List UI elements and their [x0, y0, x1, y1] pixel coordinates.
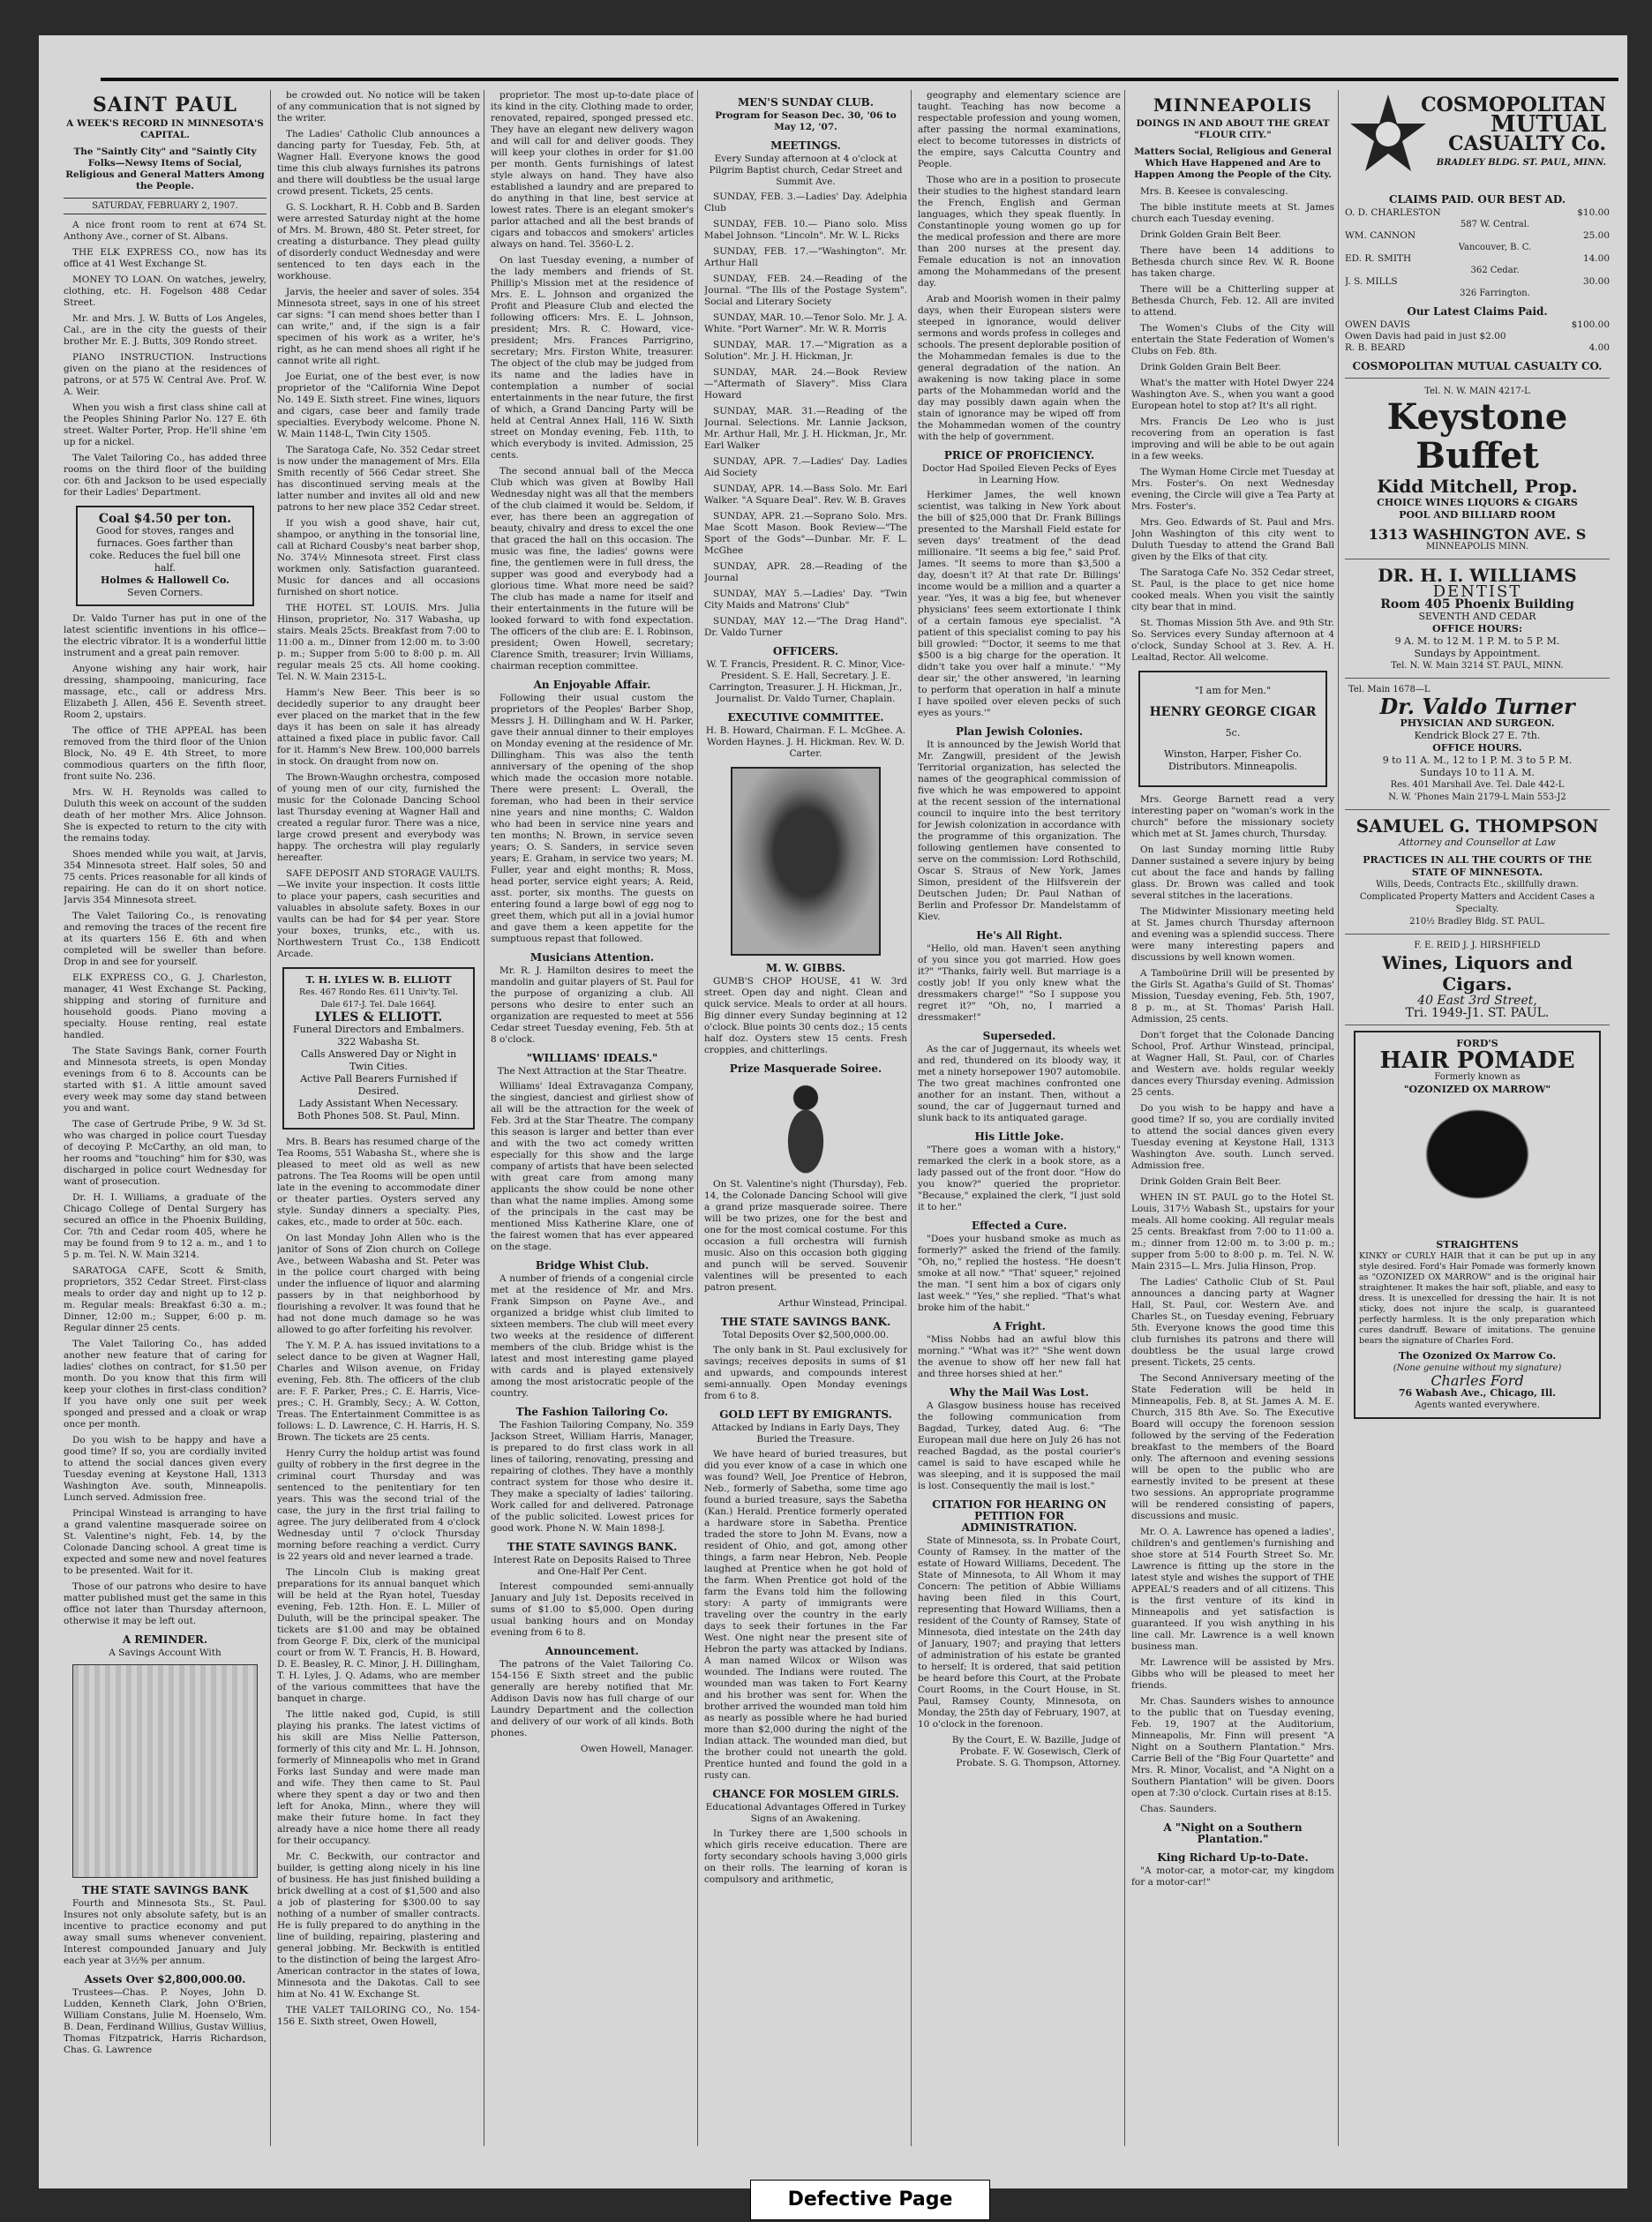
column-divider: [1124, 90, 1125, 2146]
portrait-caption: M. W. GIBBS.: [765, 962, 846, 974]
article-paragraph: Those who are in a position to prosecute their studies to the highest standard learn the French, English and German languages, which they speak fluently. In Constantinople young women go up for the medical profession and there are more than 200 nurses at the present day. Female education is not an innovation among the Mohammedans of the present day.: [918, 175, 1121, 289]
signature: By the Court, E. W. Bazille, Judge of Probate. F. W. Gosewisch, Clerk of Probate. S. G. Thompson, Attorney.: [951, 1735, 1121, 1768]
heading-announcement: Announcement.: [545, 1645, 639, 1657]
claim-name: Owen Davis had paid in just $2.00: [1345, 331, 1506, 342]
heading-officers: OFFICERS.: [772, 645, 839, 657]
claims-title: CLAIMS PAID. OUR BEST AD.: [1388, 193, 1566, 206]
claim-amount: 30.00: [1582, 276, 1610, 287]
article-paragraph: The Brown-Waughn orchestra, composed of young men of our city, furnished the music for the Colonade Dancing School last Thursday evening at Wagner Hall and created a regular furor. There was a nice, large crowd present and everybody was happy. The orchestra will play regularly hereafter.: [277, 772, 480, 863]
claim-name: ED. R. SMITH: [1345, 253, 1412, 264]
heading-little-joke: His Little Joke.: [974, 1130, 1064, 1143]
claim-address: 587 W. Central.: [1460, 220, 1530, 229]
defective-page-label: Defective Page: [750, 2180, 990, 2220]
heading-gold-emigrants: GOLD LEFT BY EMIGRANTS.: [719, 1408, 892, 1421]
article-text: Interest compounded semi-annually January and July 1st. Deposits received in sums of $1.00 to $5,000. Open during usual banking hours and on Monday evening from 6 to 8.: [491, 1581, 694, 1638]
bank-name: THE STATE SAVINGS BANK: [81, 1884, 249, 1896]
heading-fright: A Fright.: [993, 1320, 1046, 1332]
hair-illustration: [1385, 1101, 1569, 1234]
article-paragraph: The Second Anniversary meeting of the State Federation will be held in Minneapolis, Feb. 8, at St. James A. M. E. Church, 315 8th Ave. So. The Executive Board will occupy the forenoon session followed by the serving of the Federation breakfast to the members of the Board only. The afternoon and evening sessions will be open to the public who are earnestly invited to be present at these two sessions. An appropriate programme will be rendered consisting of papers, discussions and music.: [1131, 1373, 1334, 1521]
heading-superseded: Superseded.: [982, 1030, 1056, 1042]
article-paragraph: G. S. Lockhart, R. H. Cobb and B. Sarden were arrested Saturday night at the home of Mrs. M. Brown, 480 St. Peter street, for creating a disturbance. They plead guilty of disorderly conduct Wednesday and were sentenced to ten days each in the workhouse.: [277, 202, 480, 282]
article-paragraph: SUNDAY, FEB. 10.— Piano solo. Miss Mabel Johnson. "Lincoln". Mr. W. L. Ricks: [704, 219, 907, 241]
article-paragraph: ELK EXPRESS CO., G. J. Charleston, manager, 41 West Exchange St. Packing, shipping and storing of furniture and household goods. Piano moving a specialty. House renting, real estate handled.: [64, 972, 267, 1040]
wines-ad: F. E. REID J. J. HIRSHFIELD Wines, Liquors and Cigars. 40 East 3rd Street, Tri. 1949-J1. ST. PAUL.: [1345, 935, 1610, 1025]
article-paragraph: Dr. Valdo Turner has put in one of the latest scientific inventions in his office—the electric vibrator. It is a wonderful little instrument and a great pain remover.: [64, 613, 267, 658]
article-text: The only bank in St. Paul exclusively for savings; receives deposits in sums of $1 and upwards, and compounds interest semi-annually. Open Monday evenings from 6 to 8.: [704, 1345, 907, 1401]
heading-all-right: He's All Right.: [976, 929, 1063, 942]
article-text: State of Minnesota, ss. In Probate Court, County of Ramsey. In the matter of the estate of Howard Williams, Decedent. The State of Minnesota, to All Whom it may Concern: The petition of Abbie Williams having been filed in this Court, representing that Howard Williams, then a resident of the County of Ramsey, State of Minnesota, died intestate on the 24th day of January, 1907; and praying that letters of administration of his estate be granted to herself; It is ordered, that said petition be heard before this Court, at the Probate Court Rooms, in the Court House, in St. Paul, Ramsey County, Minnesota, on Monday, the 25th day of February, 1907, at 10 o'clock in the forenoon.: [918, 1535, 1121, 1730]
signature: Arthur Winstead, Principal.: [777, 1298, 907, 1309]
article-text: A number of friends of a congenial circle met at the residence of Mr. and Mrs. Frank Simpson on Payne Ave., and organized a bridge whist club limited to sixteen members. The club will meet every two weeks at the residence of different members of the club. Bridge whist is the latest and most interesting game played with cards and is played extensively among the most aristocratic people of the country.: [491, 1273, 694, 1399]
heading-proficiency: PRICE OF PROFICIENCY.: [943, 449, 1095, 462]
signature: Owen Howell, Manager.: [580, 1744, 694, 1754]
article-paragraph: Henry Curry the holdup artist was found guilty of robbery in the first degree in the criminal court Thursday and was sentenced to the penitentiary for ten years. This was the second trial of the case, the jury in the first trial failing to agree. The jury deliberated from 4 o'clock Wednesday until 7 o'clock Thursday morning before reaching a verdict. Curry is 22 years old and never learned a trade.: [277, 1448, 480, 1562]
article-text: "Hello, old man. Haven't seen anything of you since you got married. How goes it?" "Thanks, fairly well. But marriage is a costly job! If you only knew what the dressmakers charge!" "So I suppose you regret it?" "Oh, no, I married a dressmaker!": [918, 943, 1121, 1023]
article-paragraph: geography and elementary science are taught. Teaching has now become a respectable profession and young women, after passing the normal examinations, elect to become tutoresses in districts of the empire, says Calcutta Country and People.: [918, 90, 1121, 169]
column-divider: [911, 90, 912, 2146]
claim-name: J. S. MILLS: [1345, 276, 1398, 287]
committee-list: H. B. Howard, Chairman. F. L. McGhee. A. Worden Haynes. J. H. Hickman. Rev. W. D. Carter.: [705, 725, 906, 759]
section-tagline: The "Saintly City" and "Saintly City Folks—Newsy Items of Social, Religious and General Matters Among the People.: [65, 146, 265, 191]
article-paragraph: The Saratoga Cafe No. 352 Cedar street, St. Paul, is the place to get nice home cooked meals. When you visit the saintly city bear that in mind.: [1131, 567, 1334, 612]
article-paragraph: Chas. Saunders.: [1140, 1804, 1217, 1814]
article-text: As the car of Juggernaut, its wheels wet and red, thundered on its bloody way, it met a ninety horsepower 1907 automobile. The two great machines confronted one another for an instant. Then, without a sound, the car of Juggernaut turned and slunk back to its antiquated garage.: [918, 1044, 1121, 1123]
article-paragraph: Mrs. Francis De Leo who is just recovering from an operation is fast improving and will be able to be out again in a few weeks.: [1131, 417, 1334, 462]
article-paragraph: The Lincoln Club is making great preparations for its annual banquet which will be held at the Ryan hotel, Tuesday evening, Feb. 12th. Hon. E. L. Miller of Duluth, will be the principal speaker. The tickets are $1.00 and may be obtained from George F. Dix, clerk of the municipal court or from W. T. Francis, H. B. Howard, D. E. Beasley, R. C. Minor, J. H. Dillingham, T. H. Lyles, J. Q. Adams, who are member of the various committees that have the banquet in charge.: [277, 1567, 480, 1704]
article-text: Herkimer James, the well known scientist, was talking in New York about the bill of $25,000 that Dr. Frank Billings presented to the Marshall Field estate for seven days' treatment of the dead millionaire. "It seems a big fee," said Prof. James. "It seems to more than $3,500 a day, doesn't it? At that rate Dr. Billings' income would be a million and a quarter a year. "Yes, it was a big fee, but whenever physicians' fees seem extortionate I think of a certain famous eye specialist. "A patient of this specialist coming to pay his bill growled: "'Doctor, it seems to me that $500 is a big charge for the operation. It didn't take you over half a minute.' "'My dear sir,' the other answered, 'in learning to perform that operation in half a minute I have spoiled over eleven pecks of such eyes as yours.'": [918, 490, 1121, 718]
hair-pomade-ad: FORD'S HAIR POMADE Formerly known as "OZONIZED OX MARROW" STRAIGHTENS KINKY or CURLY HAIR that it can be put up in any style desired. Ford's Hair Pomade was formerly known as "OZONIZED OX MARROW" and is the original hair straightener. It makes the hair soft, pliable, and easy to dress. It is unexcelled for dressing the hair. It is not sticky, does not injure the scalp, is guaranteed perfectly harmless. It is the only preparation which cures dandruff. Beware of imitations. The genuine bears the signature of Charles Ford. The Ozonized Ox Marrow Co. (None genuine without my signature) Charles Ford 76 Wabash Ave., Chicago, Ill. Agents wanted everywhere.: [1354, 1031, 1601, 1419]
article-paragraph: The case of Gertrude Pribe, 9 W. 3d St. who was charged in police court Tuesday of decoying P. McCarthy, an old man, to her rooms and "touching" him for $30, was discharged in police court Wednesday for want of prosecution.: [64, 1119, 267, 1187]
claim-row: [1345, 342, 1610, 354]
article-text: Following their usual custom the proprietors of the Peoples' Barber Shop, Messrs J. H. Dillingham and W. H. Parker, gave their annual dinner to their employes on Monday evening at the residence of Mr. Dillingham. This was also the tenth anniversary of the opening of the shop which made the occasion more notable. There were present: L. Overall, the foreman, who had been in their service nine years and nine months; C. Waldon who had been in service nine years and ten months; N. Brown, in service seven years; O. S. Sanders, in service seven years; E. Graham, in service two years; M. Fuller, year and eight months; R. Moss, head porter, service eight years; A. Reid, asst. porter, six months. The guests on entering found a large bowl of egg nog to greet them, which put all in a jovial humor and gave them a keen appetite for the sumptuous repast that followed.: [491, 693, 694, 944]
article-text: "Miss Nobbs had an awful blow this morning." "What was it?" "She went down the avenue to show off her new fall hat and three horses shied at her.": [918, 1334, 1121, 1379]
column-advertisements: [1345, 90, 1610, 2155]
claim-address: 326 Farrington.: [1460, 289, 1530, 298]
article-paragraph: The little naked god, Cupid, is still playing his pranks. The latest victims of his skill are Miss Nellie Patterson, formerly of this city and Mr. L. H. Johnson, formerly of Minneapolis who met in Grand Forks last Sunday and were made man and wife. They then came to St. Paul where they spent a day or two and then left for Anoka, Minn., where they will make their future home. In fact they already have a nice home there all ready for their occupancy.: [277, 1709, 480, 1846]
claim-row: [1345, 207, 1610, 219]
heading-moslem-girls: CHANCE FOR MOSLEM GIRLS.: [712, 1788, 899, 1800]
claim-amount: $100.00: [1571, 319, 1610, 330]
section-title-saint-paul: SAINT PAUL: [92, 94, 238, 116]
article-paragraph: Jarvis, the heeler and saver of soles. 354 Minnesota street, says in one of his street car signs: "I can mend shoes better than I can write," and, if the sign is a fair specimen of his work as a writer, he's right, as he can mend shoes all right if he cannot write all right.: [277, 287, 480, 366]
heading-king-richard: King Richard Up-to-Date.: [1157, 1851, 1309, 1864]
article-paragraph: Drink Golden Grain Belt Beer.: [1140, 1176, 1281, 1187]
subheading: Interest Rate on Deposits Raised to Three and One-Half Per Cent.: [492, 1555, 691, 1577]
column-saint-paul: [64, 90, 267, 2155]
heading-musicians: Musicians Attention.: [529, 951, 655, 964]
article-paragraph: Mrs. Geo. Edwards of St. Paul and Mrs. John Washington of this city went to Duluth Tuesday to attend the Grand Ball given by the Elks of that city.: [1131, 517, 1334, 562]
article-paragraph: Mr. Chas. Saunders wishes to announce to the public that on Tuesday evening, Feb. 19, 1907 at the Auditorium, Minneapolis, Mr. Finn will present "A Night on a Southern Plantation." Mrs. Carrie Bell of the "Big Four Quartette" and Mrs. R. Minor, Vocalist, and "A Night on a Southern Plantation" will be given. Doors open at 7:30 o'clock. Curtain rises at 8:15.: [1131, 1696, 1334, 1798]
reminder-subtitle: A Savings Account With: [109, 1648, 222, 1658]
article-paragraph: The Wyman Home Circle met Tuesday at Mrs. Foster's. On next Wednesday evening, the Circle will give a Tea Party at Mrs. Foster's.: [1131, 467, 1334, 512]
claim-row: [1345, 230, 1610, 242]
dancer-illustration: [770, 1078, 841, 1175]
article-paragraph: What's the matter with Hotel Dwyer 224 Washington Ave. S., when you want a good European hotel to stop at? It's all right.: [1131, 378, 1334, 411]
coal-ad: Coal $4.50 per ton. Good for stoves, ranges and furnaces. Goes farther than coke. Reduces the fuel bill one half. Holmes & Hallowell Co. Seven Corners.: [76, 506, 254, 606]
issue-date: SATURDAY, FEBRUARY 2, 1907.: [64, 198, 267, 214]
bank-building-illustration: [72, 1664, 258, 1878]
heading-state-savings: THE STATE SAVINGS BANK.: [507, 1541, 678, 1553]
article-paragraph: MONEY TO LOAN. On watches, jewelry, clothing, etc. H. Fogelson 488 Cedar Street.: [64, 274, 267, 308]
claim-row: [1345, 276, 1610, 288]
article-paragraph: SARATOGA CAFE, Scott & Smith, proprietors, 352 Cedar Street. First-class meals to order day and night up to 12 p. m. Regular meals: Breakfast 6:30 a. m.; Dinner, 12:00 m.; Supper, 6:00 p. m. Regular dinner 25 cents.: [64, 1265, 267, 1333]
subheading: Doctor Had Spoiled Eleven Pecks of Eyes in Learning How.: [921, 463, 1117, 485]
column-divider: [270, 90, 271, 2146]
claim-name: OWEN DAVIS: [1345, 319, 1410, 330]
section-title-minneapolis: MINNEAPOLIS: [1153, 94, 1313, 116]
article-paragraph: On last Tuesday evening, a number of the lady members and friends of St. Phillip's Mission met at the residence of Mrs. E. L. Johnson and organized the Profit and Pleasure Club and elected the following officers: Mrs. E. L. Johnson, president; Mrs. R. C. Howard, vice-president; Mrs. Frances Parrigrino, secretary; Mrs. Firston White, treasurer. The object of the club may be judged from its name and the ladies have in contemplation a number of social entertainments in the near future, the first of which, a Grand Dancing Party will be held at Central Annex Hall, 116 W. Sixth street on Monday evening, Feb. 11th, to which everybody is invited. Admission, 25 cents.: [491, 255, 694, 461]
article-paragraph: Mrs. B. Keesee is convalescing.: [1140, 186, 1288, 197]
heading-enjoyable-affair: An Enjoyable Affair.: [533, 679, 651, 691]
article-paragraph: SUNDAY, MAY 5.—Ladies' Day. "Twin City Maids and Matrons' Club": [704, 589, 907, 611]
article-paragraph: Principal Winstead is arranging to have a grand valentine masquerade soiree on St. Valentine's night, Feb. 14, by the Colonade Dancing school. A great time is expected and some new and novel features to be presented. Wait for it.: [64, 1508, 267, 1576]
heading-fashion-tailoring: The Fashion Tailoring Co.: [515, 1406, 669, 1418]
dentist-ad: DR. H. I. WILLIAMS DENTIST Room 405 Phoenix Building SEVENTH AND CEDAR OFFICE HOURS: 9 A. M. to 12 M. 1 P. M. to 5 P. M. Sundays by Appointment. Tel. N. W. Main 3214 ST. PAUL, MINN.: [1345, 559, 1610, 679]
heading-plantation: A "Night on a Southern Plantation.": [1163, 1821, 1303, 1845]
claim-amount: 25.00: [1582, 230, 1610, 241]
article-paragraph: SUNDAY, MAY 12.—"The Drag Hand". Dr. Valdo Turner: [704, 616, 907, 638]
article-paragraph: There will be a Chitterling supper at Bethesda Church, Feb. 12. All are invited to attend.: [1131, 284, 1334, 318]
column-two: [277, 90, 480, 2155]
article-paragraph: Do you wish to be happy and have a good time? If so, you are cordially invited to attend the social dances given every Tuesday evening at Keystone Hall, 1313 Washington Ave. south. Lunch served. Admission free.: [1131, 1103, 1334, 1171]
article-paragraph: The Valet Tailoring Co., has added three rooms on the third floor of the building cor. 6th and Jackson to be used especially for their Ladies' Department.: [64, 453, 267, 498]
article-text: "A motor-car, a motor-car, my kingdom for a motor-car!": [1131, 1865, 1334, 1888]
article-paragraph: The Ladies' Catholic Club of St. Paul announces a dancing party at Wagner Hall, St. Paul, cor. Western Ave. and Charles St., on Tuesday evening, February 5th. Everyone knows the good time this club furnishes its patrons and there will doubtless be the usual large crowd present. Tickets, 25 cents.: [1131, 1277, 1334, 1368]
article-paragraph: SUNDAY, FEB. 17.—"Washington". Mr. Arthur Hall: [704, 246, 907, 268]
heading-mail-lost: Why the Mail Was Lost.: [950, 1386, 1089, 1399]
masthead-rule: [101, 78, 1618, 81]
cosmopolitan-footer: COSMOPOLITAN MUTUAL CASUALTY CO.: [1345, 361, 1610, 379]
article-text: We have heard of buried treasures, but did you ever know of a case in which one was found? Well, Joe Prentice of Hebron, Neb., formerly of Sabetha, some time ago found a buried treasure, says the Sabetha (Kan.) Herald. Prentice formerly operated a hardware store in Sabetha. Prentice traded the store to John M. Evans, now a resident of Ohio, and got, among other things, a farm near Hebron, Neb. People laughed at Prentice when he got hold of the farm. When Prentice got hold of the farm the Evans told him the following story: A party of immigrants were traveling over the country in the early days to seek their fortunes in the Far West. One night near the present site of Hebron the party was attacked by Indians. A man named Wilcox or Wilson was wounded. The Indians were routed. The wounded man was taken to Fort Kearny and his brother was sent for. When the brother arrived the wounded man told him as nearly as possible where he had buried more than $2,000 during the night of the Indian attack. The wounded man died, but the brother could not unearth the gold. Prentice hunted and found the gold in a rusty can.: [704, 1449, 907, 1781]
subheading: Attacked by Indians in Early Days, They Buried the Treasure.: [711, 1423, 900, 1445]
article-paragraph: The Valet Tailoring Co., is renovating and removing the traces of the recent fire at its quarters 156 E. 6th and when completed will be sweller than before. Drop in and see for yourself.: [64, 911, 267, 967]
article-paragraph: A Tamboürine Drill will be presented by the Girls St. Agatha's Guild of St. Thomas' Mission, Tuesday evening, Feb. 5th, 1907, 8 p. m., at St. Thomas' Parish Hall. Admission, 25 cents.: [1131, 968, 1334, 1025]
thompson-ad: SAMUEL G. THOMPSON Attorney and Counsellor at Law PRACTICES IN ALL THE COURTS OF THE STATE OF MINNESOTA. Wills, Deeds, Contracts Etc., skillfully drawn. Complicated Property Matters and Accident Cases a Specialty. 210½ Bradley Bldg. ST. PAUL.: [1345, 810, 1610, 935]
article-paragraph: SAFE DEPOSIT AND STORAGE VAULTS.—We invite your inspection. It costs little to place your papers, cash securities and valuables in absolute safety. Boxes in our vaults can be had for $4 per year. Store your boxes, trunks, etc., with us. Northwestern Trust Co., 138 Endicott Arcade.: [277, 868, 480, 959]
claim-address: Vancouver, B. C.: [1458, 243, 1532, 252]
article-paragraph: SUNDAY, MAR. 31.—Reading of the Journal. Selections. Mr. Lannie Jackson, Mr. Arthur Hall, Mr. J. H. Hickman, Jr., Mr. Earl Walker: [704, 406, 907, 451]
column-four: [704, 90, 907, 2155]
article-text: "There goes a woman with a history," remarked the clerk in a book store, as a lady passed out of the front door. "How do you know?" queried the proprietor. "Because," explained the clerk, "I just sold it to her.": [918, 1145, 1121, 1212]
article-paragraph: On last Sunday morning little Ruby Danner sustained a severe injury by being cut about the face and hands by falling glass. Dr. Brown was called and took several stitches in the lacerations.: [1131, 845, 1334, 901]
article-paragraph: SUNDAY, APR. 7.—Ladies' Day. Ladies Aid Society: [704, 456, 907, 478]
article-paragraph: There have been 14 additions to Bethesda church since Rev. W. R. Boone has taken charge.: [1131, 245, 1334, 279]
officers-list: W. T. Francis, President. R. C. Minor, Vice-President. S. E. Hall, Secretary. J. E. Carrington, Treasurer. J. H. Hickman, Jr., Journalist. Dr. Valdo Turner, Chaplain.: [706, 659, 905, 704]
article-paragraph: SUNDAY, APR. 21.—Soprano Solo. Mrs. Mae Scott Mason. Book Review—"The Sport of the Gods"—Dunbar. Mr. F. L. McGhee: [704, 511, 907, 556]
section-tagline: Matters Social, Religious and General Which Have Happened and Are to Happen Among the People of the City.: [1134, 146, 1332, 180]
heading-effected-cure: Effected a Cure.: [971, 1220, 1068, 1232]
heading-jewish-colonies: Plan Jewish Colonies.: [955, 725, 1084, 738]
article-paragraph: The Midwinter Missionary meeting held at St. James church Thursday afternoon and evening was a splendid success. There were many interesting papers and discussions by well known women.: [1131, 906, 1334, 963]
column-divider: [697, 90, 698, 2146]
heading-meetings: MEETINGS.: [770, 139, 841, 152]
subheading: The Next Attraction at the Star Theatre.: [497, 1066, 687, 1077]
claim-row: [1345, 331, 1610, 342]
reminder-title: A REMINDER.: [122, 1633, 208, 1646]
article-text: A Glasgow business house has received the following communication from Bagdad, Turkey, dated Aug. 6: "The European mail due here on July 26 has not reached Bagdad, as the postal courier's camel is said to have escaped while he was sleeping, and it is supposed the mail is lost. Consequently the mail is lost.": [918, 1400, 1121, 1491]
article-paragraph: Joe Euriat, one of the best ever, is now proprietor of the "California Wine Depot No. 149 E. Sixth street. Fine wines, liquors and cigars, case beer and family trade specialties. Everybody welcome. Phone N. W. Main 1148-L, Twin City 1505.: [277, 372, 480, 439]
star-emblem-icon: [1348, 90, 1428, 178]
article-text: On St. Valentine's night (Thursday), Feb. 14, the Colonade Dancing School will give a grand prize masquerade soiree. There will be two prizes, one for the best and one for the most comical costume. For this occasion a full orchestra will furnish music. Also on this occasion both gigging and punch will be served. Souvenir valentines will be presented to each patron present.: [704, 1179, 907, 1293]
article-paragraph: Mr. Lawrence will be assisted by Mrs. Gibbs who will be pleased to meet her friends.: [1131, 1657, 1334, 1691]
article-paragraph: SUNDAY, MAR. 24.—Book Review—"Aftermath of Slavery". Miss Clara Howard: [704, 367, 907, 401]
newspaper-page: [39, 35, 1627, 2188]
article-paragraph: Those of our patrons who desire to have matter published must get the same in this office not later than Thursday afternoon, otherwise it may be left out.: [64, 1581, 267, 1626]
article-paragraph: Drink Golden Grain Belt Beer.: [1140, 229, 1281, 240]
article-text: Mr. R. J. Hamilton desires to meet the mandolin and guitar players of St. Paul for the purpose of organizing a club. All persons who desire to enter such an organization are requested to meet at 556 Cedar street Tuesday evening, Feb. 5th at 8 o'clock.: [491, 965, 694, 1045]
heading-masquerade: Prize Masquerade Soiree.: [729, 1062, 882, 1075]
article-paragraph: The Ladies' Catholic Club announces a dancing party for Tuesday, Feb. 5th, at Wagner Hall. Everyone knows the good time this club always furnishes its patrons and there will doubtless be the usual large crowd present. Tickets, 25 cents.: [277, 129, 480, 197]
article-paragraph: SUNDAY, APR. 28.—Reading of the Journal: [704, 561, 907, 583]
claim-row: [1345, 319, 1610, 331]
claim-name: O. D. CHARLESTON: [1345, 207, 1441, 218]
heading-executive-committee: EXECUTIVE COMMITTEE.: [727, 711, 884, 724]
article-paragraph: The State Savings Bank, corner Fourth and Minnesota streets, is open Monday evenings from 6 to 8. Accounts can be started with $1. A little amount saved every week may some day stand between you and want.: [64, 1046, 267, 1114]
article-paragraph: Shoes mended while you wait, at Jarvis, 354 Minnesota street. Half soles, 50 and 75 cents. Prices reasonable for all kinds of repairing. He can do it on short notice. Jarvis 354 Minnesota street.: [64, 849, 267, 905]
article-paragraph: The second annual ball of the Mecca Club which was given at Bowlby Hall Wednesday night was all that the members of the club claimed it would be. Seldom, if ever, has there been an aggregation of beauty, chivalry and dress to excel the one that graced the hall on this occasion. The music was fine, the ladies' gowns were fine, the gentlemen were in full dress, the supper was good and everybody had a glorious time. What more need be said? The club has made a name for itself and their entertainments in the future will be looked forward to with fond expectation. The officers of the club are: E. I. Robinson, president; Owen Howell, secretary; Clarence Smith, treasurer; Irvin Williams, chairman reception committee.: [491, 466, 694, 672]
article-paragraph: SUNDAY, APR. 14.—Bass Solo. Mr. Earl Walker. "A Square Deal". Rev. W. B. Graves: [704, 484, 907, 506]
turner-ad: Tel. Main 1678—L Dr. Valdo Turner PHYSICIAN AND SURGEON. Kendrick Block 27 E. 7th. OFFICE HOURS. 9 to 11 A. M., 12 to 1 P. M. 3 to 5 P. M. Sundays 10 to 11 A. M. Res. 401 Marshall Ave. Tel. Dale 442-L N. W. 'Phones Main 2179-L Main 553-J2: [1345, 679, 1610, 810]
article-paragraph: When you wish a first class shine call at the Peoples Shining Parlor No. 127 E. 6th street. Walter Porter, Prop. He'll shine 'em up for a nickel.: [64, 402, 267, 447]
section-subtitle: DOINGS IN AND ABOUT THE GREAT "FLOUR CITY.": [1136, 118, 1330, 140]
article-paragraph: Mrs. George Barnett read a very interesting paper on "woman's work in the church" before the missionary society which met at St. James church, Thursday.: [1131, 794, 1334, 839]
article-paragraph: Drink Golden Grain Belt Beer.: [1140, 362, 1281, 372]
article-paragraph: The Women's Clubs of the City will entertain the State Federation of Women's Clubs on Feb. 8th.: [1131, 323, 1334, 357]
article-paragraph: WHEN IN ST. PAUL go to the Hotel St. Louis, 317½ Wabash St., upstairs for your meals. All home cooking. All regular meals 25 cents. Breakfast from 7:00 to 11:00 a. m.; dinner from 12:00 m. to 3:00 p. m.; supper from 5:00 to 8:00 p. m. Tel. N. W. Main 2315—L. Mrs. Julia Hinson, Prop.: [1131, 1192, 1334, 1272]
subheading: Educational Advantages Offered in Turkey Signs of an Awakening.: [705, 1802, 906, 1824]
article-paragraph: SUNDAY, MAR. 17.—"Migration as a Solution". Mr. J. H. Hickman, Jr.: [704, 340, 907, 362]
article-text: "Does your husband smoke as much as formerly?" asked the friend of the family. "Oh, no," replied the hostess. "He doesn't smoke at all now." "That' squeer," rejoined the man. "I sent him a box of cigars only last week." "Yes," she replied. "That's what broke him of the habit.": [918, 1234, 1121, 1313]
claim-amount: $10.00: [1577, 207, 1610, 218]
subheading: Total Deposits Over $2,500,000.00.: [722, 1330, 890, 1340]
claims-list: [1345, 207, 1610, 299]
article-paragraph: The Saratoga Cafe, No. 352 Cedar street is now under the management of Mrs. Ella Smith recently of 566 Cedar street. She has discontinued serving meals at the latter number and invites all old and new patrons to her new place 352 Cedar street.: [277, 445, 480, 513]
article-paragraph: Arab and Moorish women in their palmy days, when their European sisters were steeped in ignorance, would deliver sermons and words profess in colleges and schools. The present deplorable position of the Mohammedan females is due to the general degradation of the nation. An awakening is now taking place in some parts of the Mohammedan world and the day may possibly dawn again when the stain of ignorance may be wiped off from the Mohammedan women of the country with the help of government.: [918, 294, 1121, 442]
article-paragraph: Hamm's New Beer. This beer is so decidedly superior to any draught beer ever placed on the market that in the few days it has been on sale it has already attained a fixed place in public favor. Call for it. Hamm's New Brew. 100,000 barrels in stock. On draught from now on.: [277, 687, 480, 767]
article-paragraph: Do you wish to be happy and have a good time? If so, you are cordially invited to attend the social dances given every Tuesday evening at Keystone Hall, 1313 Washington Ave. south, Minneapolis. Lunch served. Admission free.: [64, 1435, 267, 1503]
portrait-photo: [731, 767, 881, 956]
article-paragraph: Don't forget that the Colonade Dancing School, Prof. Arthur Winstead, principal, at Wagner Hall, St. Paul, cor. of Charles and Western ave. holds regular weekly dances every Thursday evening. Admission 25 cents.: [1131, 1030, 1334, 1098]
section-subtitle: A WEEK'S RECORD IN MINNESOTA'S CAPITAL.: [66, 118, 264, 140]
heading-bridge-whist: Bridge Whist Club.: [535, 1259, 650, 1272]
article-text: GUMB'S CHOP HOUSE, 41 W. 3rd street. Open day and night. Clean and quick service. Meals to order at all hours. Big dinner every Sunday beginning at 12 o'clock. Blue points 30 cents doz.; 15 cents half doz. Oysters stew 15 cents. Fresh croppies, and chitterlings.: [704, 976, 907, 1055]
article-paragraph: Mrs. W. H. Reynolds was called to Duluth this week on account of the sudden death of her mother Mrs. Alice Johnson. She is expected to return to the city with the remains today.: [64, 787, 267, 844]
article-paragraph: proprietor. The most up-to-date place of its kind in the city. Clothing made to order, renovated, repaired, sponged pressed etc. They have an elegant new delivery wagon and will call for and deliver goods. They will keep your clothes in order for $1.00 per month. Gents furnishings of latest style always on hand. They have also established a laundry and are prepared to do anything in that line, best service at lowest rates. There is an elegant smoker's parlor attached and all the best brands of cigars and tobaccos and smokers' articles always on hand. Tel. 3560-L 2.: [491, 90, 694, 250]
heading-mens-sunday-club: MEN'S SUNDAY CLUB.: [738, 96, 874, 109]
cigar-ad: "I am for Men." HENRY GEORGE CIGAR 5c. Winston, Harper, Fisher Co. Distributors. Minneapolis.: [1138, 671, 1327, 787]
article-text: In Turkey there are 1,500 schools in which girls receive education. There are forty secondary schools having 3,000 girls on their rolls. The learning of koran is compulsory and arithmetic,: [704, 1828, 907, 1885]
article-paragraph: The office of THE APPEAL has been removed from the third floor of the Union Block, No. 49 E. 4th Street, to more commodious quarters on the fifth floor, front suite No. 236.: [64, 725, 267, 782]
bank-assets: Assets Over $2,800,000.00.: [84, 1973, 246, 1986]
heading-state-savings: THE STATE SAVINGS BANK.: [720, 1316, 891, 1328]
article-paragraph: If you wish a good shave, hair cut, shampoo, or anything in the tonsorial line, call at Richard Cousby's neat barber shop, No. 374½ Minnesota street. First class workmen only. Satisfaction guaranteed. Music for dances and all occasions furnished on short notice.: [277, 518, 480, 597]
heading-citation: CITATION FOR HEARING ON PETITION FOR ADMINISTRATION.: [932, 1498, 1107, 1534]
claim-name: R. B. BEARD: [1345, 342, 1406, 353]
article-text: Williams' Ideal Extravaganza Company, the singiest, danciest and girliest show of all will be the attraction for the week of Feb. 3rd at the Star Theatre. The company this season is larger and better than ever and with the two act comedy written especially for this show and the large company of artists that have been selected with great care from among many applicants the show could be none other than what the name implies. Among some of the principals in the cast may be mentioned Miss Katherine Klare, one of the fairest women that has ever appeared on the stage.: [491, 1081, 694, 1252]
subheading: Every Sunday afternoon at 4 o'clock at Pilgrim Baptist church, Cedar Street and Summit Ave.: [709, 154, 903, 187]
article-paragraph: The Y. M. P. A. has issued invitations to a select dance to be given at Wagner Hall, Charles and Wilson avenue, on Friday evening, Feb. 8th. The officers of the club are: F. F. Parker, Pres.; C. E. Harris, Vice-pres.; C. H. Grambly, Secy.; A. W. Cotton, Treas. The Entertainment Committee is as follows: L. D. Lawrence, C. H. Harris, H. S. Brown. The tickets are 25 cents.: [277, 1340, 480, 1443]
subheading: Program for Season Dec. 30, '06 to May 12, '07.: [715, 110, 897, 132]
column-minneapolis: [1131, 90, 1334, 2155]
cosmopolitan-logo: COSMOPOLITAN MUTUAL CASUALTY Co. BRADLEY BLDG. ST. PAUL, MINN.: [1348, 90, 1606, 187]
lyles-elliott-ad: T. H. LYLES W. B. ELLIOTT Res. 467 Rondo Res. 611 Univ'ty. Tel. Dale 617-J. Tel. Dale 1664J. LYLES & ELLIOTT. Funeral Directors and Embalmers. 322 Wabasha St. Calls Answered Day or Night in Twin Cities. Active Pall Bearers Furnished if Desired. Lady Assistant When Necessary. Both Phones 508. St. Paul, Minn.: [282, 967, 475, 1130]
article-paragraph: Dr. H. I. Williams, a graduate of the Chicago College of Dental Surgery has secured an office in the Phoenix Building, Cor. 7th and Cedar room 405, where he may be found from 9 to 12 a. m., and 1 to 5 p. m. Tel. N. W. Main 3214.: [64, 1192, 267, 1260]
article-paragraph: On last Monday John Allen who is the janitor of Sons of Zion church on College Ave., between Wabasha and St. Peter was in the police court charged with being under the influence of liquor and alarming passers by in that neighborhood by flourishing a revolver. It was found that he had not done much damage so he was allowed to go after forfeiting his revolver.: [277, 1233, 480, 1335]
claim-row: [1345, 253, 1610, 265]
claim-amount: 4.00: [1588, 342, 1610, 353]
article-paragraph: Mr. O. A. Lawrence has opened a ladies', children's and gentlemen's furnishing and shoe store at 514 Fourth Street So. Mr. Lawrence is fitting up the store in the latest style and wishes the support of THE APPEAL'S readers and of all citizens. This is the first venture of its kind in Minneapolis and yet satisfaction is guaranteed. If you wish anything in his line call. Mr. Lawrence is a well known business man.: [1131, 1527, 1334, 1652]
claim-amount: 14.00: [1582, 253, 1610, 264]
bank-text: Fourth and Minnesota Sts., St. Paul. Insures not only absolute safety, but is an incentive to practice economy and put away small sums whenever convenient. Interest compounded January and July each year at 3½% per annum.: [64, 1898, 267, 1966]
article-paragraph: SUNDAY, FEB. 24.—Reading of the Journal. "The Ills of the Postage System". Social and Literary Society: [704, 274, 907, 307]
keystone-buffet-ad: Tel. N. W. MAIN 4217-L Keystone Buffet Kidd Mitchell, Prop. CHOICE WINES LIQUORS & CIGARS POOL AND BILLIARD ROOM 1313 WASHINGTON AVE. S MINNEAPOLIS MINN.: [1345, 380, 1610, 559]
article-paragraph: Mr. and Mrs. J. W. Butts of Los Angeles, Cal., are in the city the guests of their brother Mr. E. J. Butts, 309 Rondo street.: [64, 313, 267, 347]
bank-trustees: Trustees—Chas. P. Noyes, John D. Ludden, Kenneth Clark, John O'Brien, William Constans, Julie M. Hoenselo, Wm. B. Dean, Ferdinand Willius, Gustav Willius, Thomas Fitzpatrick, Harris Richardson, Chas. G. Lawrence: [64, 1987, 267, 2055]
article-paragraph: Mrs. B. Bears has resumed charge of the Tea Rooms, 551 Wabasha St., where she is pleased to meet old as well as new patrons. The Tea Rooms will be open until late in the evening to accommodate diner or theater parties. Oysters served any style. Sunday dinners a specialty. Pies, cakes, etc., made to order at 50c. each.: [277, 1137, 480, 1227]
heading-williams-ideals: "WILLIAMS' IDEALS.": [526, 1052, 658, 1064]
article-paragraph: SUNDAY, FEB. 3.—Ladies' Day. Adelphia Club: [704, 191, 907, 214]
article-text: It is announced by the Jewish World that Mr. Zangwill, president of the Jewish Territorial organization, has selected the names of the geographical commission of five which he was empowered to appoint at the recent session of the international council to inquire into the best territory for Jewish colonization in accordance with the programme of this organization. The following gentlemen have consented to serve on the commission: Lord Rothschild, Oscar S. Straus of New York, James Simon, president of the Hilfsverein der Deutschen Juden; Dr. Paul Nathan of Berlin and Professor Dr. Mandelstamm of Kiev.: [918, 739, 1121, 922]
article-paragraph: THE VALET TAILORING CO., No. 154-156 E. Sixth street, Owen Howell,: [277, 2005, 480, 2027]
column-divider: [1338, 90, 1339, 2146]
article-text: The Fashion Tailoring Company, No. 359 Jackson Street, William Harris, Manager, is prepared to do first class work in all lines of tailoring, renovating, pressing and repairing of clothes. They have a monthly contract system for those who desire it. They make a specialty of ladies' tailoring. Work called for and delivered. Patronage of the public solicited. Lowest prices for good work. Phone N. W. Main 1898-J.: [491, 1420, 694, 1534]
article-paragraph: PIANO INSTRUCTION. Instructions given on the piano at the residences of patrons, or at 575 W. Central Ave. Prof. W. A. Weir.: [64, 352, 267, 397]
article-paragraph: The Valet Tailoring Co., has added another new feature that of caring for ladies' clothes on contract, for $1.50 per month. Do you know that this firm will keep your clothes in first-class condition? If you have only one suit per week sponged and pressed and a cloak or wrap once per month.: [64, 1339, 267, 1430]
column-three: [491, 90, 694, 2155]
column-five: [918, 90, 1121, 2155]
latest-claims-list: [1345, 319, 1610, 354]
claim-address: 362 Cedar.: [1470, 266, 1520, 275]
article-paragraph: Anyone wishing any hair work, hair dressing, shampooing, manicuring, face massage, etc., call or address Mrs. Elizabeth J. Allen, 456 E. Seventh street. Room 2, upstairs.: [64, 664, 267, 720]
article-paragraph: THE ELK EXPRESS CO., now has its office at 41 West Exchange St.: [64, 247, 267, 269]
article-paragraph: be crowded out. No notice will be taken of any communication that is not signed by the writer.: [277, 90, 480, 124]
claim-name: WM. CANNON: [1345, 230, 1416, 241]
article-text: The patrons of the Valet Tailoring Co. 154-156 E Sixth street and the public generally are hereby notified that Mr. Addison Davis now has full charge of our Laundry Department and the collection and delivery of our work of all kinds. Both phones.: [491, 1659, 694, 1738]
article-paragraph: THE HOTEL ST. LOUIS. Mrs. Julia Hinson, proprietor, No. 317 Wabasha, up stairs. Meals 25cts. Breakfast from 7:00 to 11:00 a. m., Dinner from 12:00 m. to 3:00 p. m.; Supper from 5:00 to 8:00 p. m. All regular meals 25 cts. All home cooking. Tel. N. W. Main 2315-L.: [277, 603, 480, 682]
article-paragraph: Mr. C. Beckwith, our contractor and builder, is getting along nicely in his line of business. He has just finished building a brick dwelling at a cost of $1,500 and also a job of plastering for $300.00 to say nothing of a number of smaller contracts. He is fully prepared to do anything in the line of building, repairing, plastering and general jobbing. Mr. Beckwith is entitled to the distinction of being the largest Afro-American contractor in the states of Iowa, Minnesota and the Dakotas. Call to see him at No. 41 W. Exchange St.: [277, 1851, 480, 2000]
article-paragraph: St. Thomas Mission 5th Ave. and 9th Str. So. Services every Sunday afternoon at 4 o'clock, Sunday School at 3. Rev. A. H. Lealtad, Rector. All welcome.: [1131, 618, 1334, 663]
article-paragraph: The bible institute meets at St. James church each Tuesday evening.: [1131, 202, 1334, 224]
article-paragraph: A nice front room to rent at 674 St. Anthony Ave., corner of St. Albans.: [64, 220, 267, 242]
article-paragraph: SUNDAY, MAR. 10.—Tenor Solo. Mr. J. A. White. "Port Warner". Mr. W. R. Morris: [704, 312, 907, 334]
latest-claims-title: Our Latest Claims Paid.: [1407, 305, 1548, 318]
